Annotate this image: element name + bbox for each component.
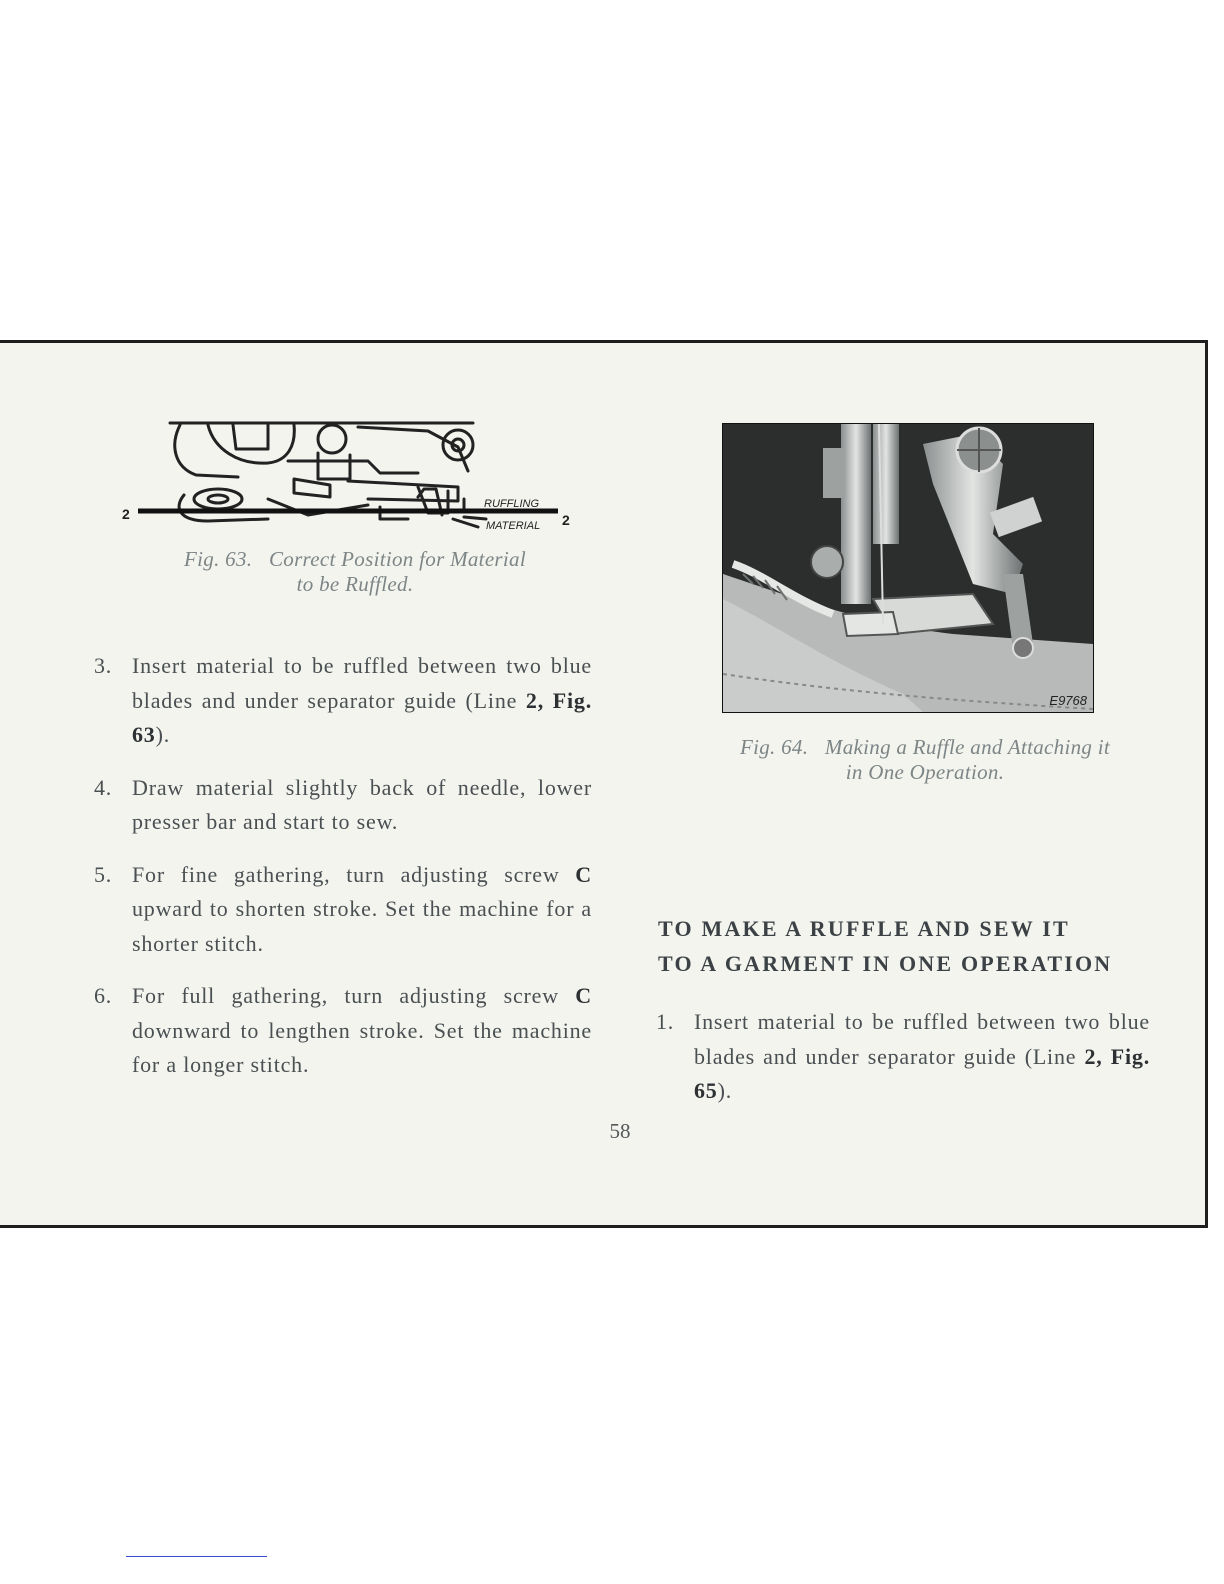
section-heading-line1: TO MAKE A RUFFLE AND SEW IT xyxy=(658,916,1070,941)
step-number: 4. xyxy=(94,774,113,800)
step-text-bold: C xyxy=(575,861,592,887)
footer-rule xyxy=(126,1556,267,1557)
fig63-line-number-left: 2 xyxy=(122,506,130,522)
fig63-caption xyxy=(120,547,590,597)
fig64-code: E9768 xyxy=(1049,693,1087,708)
step-text-bold: C xyxy=(575,983,592,1008)
step-text: upward to shorten stroke. Set the machine for a shorter stitch. xyxy=(132,896,592,956)
step-number: 5. xyxy=(94,861,113,887)
fig64-photo xyxy=(722,423,1094,713)
step-item xyxy=(656,1005,1150,1109)
fig63-illustration xyxy=(118,415,588,535)
step-text: ). xyxy=(717,1078,733,1103)
step-item xyxy=(94,979,592,1083)
fig63-caption-line2: to be Ruffled. xyxy=(296,572,414,596)
left-steps-list xyxy=(94,649,592,1101)
step-text-bold: 2, Fig. 63 xyxy=(132,687,592,747)
right-steps-list xyxy=(656,1005,1150,1127)
fig63-line-number-right: 2 xyxy=(562,512,570,528)
step-item xyxy=(94,771,592,840)
section-heading-line2: TO A GARMENT IN ONE OPERATION xyxy=(658,951,1113,976)
fig64-caption xyxy=(680,735,1170,785)
step-text: downward to lengthen stroke. Set the machine for a longer stitch. xyxy=(132,1017,592,1077)
step-text: Insert material to be ruffled between two blue blades and under separator guide (Line xyxy=(132,653,592,713)
step-item xyxy=(94,858,592,962)
step-item xyxy=(94,649,592,753)
fig63-label-ruffling: RUFFLING xyxy=(484,498,539,510)
step-text: ). xyxy=(155,722,171,747)
step-number: 3. xyxy=(94,653,113,678)
manual-page xyxy=(0,340,1208,1228)
fig63-label-material: MATERIAL xyxy=(486,520,541,532)
page-number: 58 xyxy=(609,1119,631,1143)
step-text-bold: 2, Fig. 65 xyxy=(694,1043,1150,1103)
step-text: For full gathering, turn adjusting screw xyxy=(132,983,576,1008)
step-number: 1. xyxy=(656,1009,675,1034)
step-text: Draw material slightly back of needle, lower presser bar and start to sew. xyxy=(132,774,592,834)
fig64-caption-line2: in One Operation. xyxy=(845,760,1005,784)
step-number: 6. xyxy=(94,983,113,1008)
fig64-caption-line1: Fig. 64. Making a Ruffle and Attaching it xyxy=(739,735,1111,759)
step-text: For fine gathering, turn adjusting screw xyxy=(132,861,576,887)
fig63-caption-line1: Fig. 63. Correct Position for Material xyxy=(184,547,526,571)
step-text: Insert material to be ruffled between two blue blades and under separator guide (Line xyxy=(694,1009,1150,1069)
section-heading xyxy=(658,911,1152,981)
